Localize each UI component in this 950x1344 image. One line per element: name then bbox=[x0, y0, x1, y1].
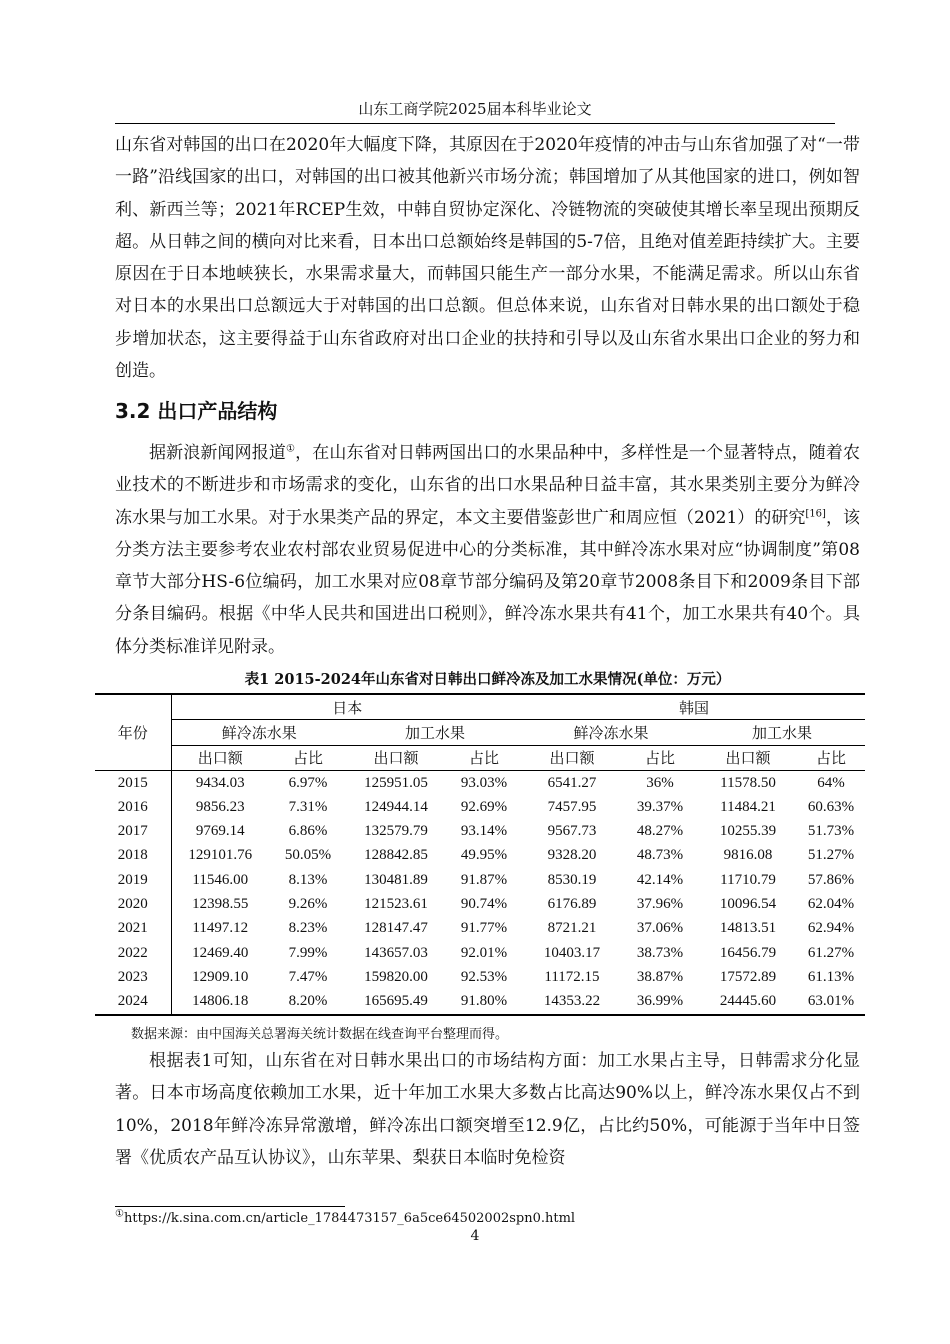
table-cell: 11172.15 bbox=[544, 968, 600, 985]
table-row bbox=[95, 868, 865, 892]
year-cell: 2015 bbox=[117, 774, 148, 791]
table-cell: 57.86% bbox=[807, 871, 855, 888]
table-row bbox=[95, 941, 865, 965]
table-cell: 64% bbox=[817, 774, 845, 791]
table-body bbox=[95, 770, 865, 1014]
table-cell: 49.95% bbox=[460, 847, 508, 864]
year-cell: 2018 bbox=[117, 847, 148, 864]
table-cell: 11484.21 bbox=[720, 798, 776, 815]
table-cell: 38.87% bbox=[636, 968, 684, 985]
table-cell: 6176.89 bbox=[547, 896, 597, 913]
table-cell: 124944.14 bbox=[364, 798, 428, 815]
table-caption: 表1 2015-2024年山东省对日韩出口鲜冷冻及加工水果情况(单位：万元） bbox=[244, 671, 731, 688]
table-row bbox=[95, 892, 865, 916]
page-number: 4 bbox=[470, 1228, 480, 1244]
table-cell: 9.26% bbox=[288, 896, 328, 913]
section-title: 3.2 出口产品结构 bbox=[115, 399, 278, 423]
table-cell: 128842.85 bbox=[364, 847, 428, 864]
table-cell: 7.47% bbox=[288, 968, 328, 985]
table-cell: 36% bbox=[646, 774, 674, 791]
table-cell: 12398.55 bbox=[171, 892, 269, 916]
japan-fresh-header: 鲜冷冻水果 bbox=[171, 720, 347, 745]
table-cell: 17572.89 bbox=[719, 968, 777, 985]
table-cell: 6.86% bbox=[288, 823, 328, 840]
table-cell: 11497.12 bbox=[171, 917, 269, 941]
year-cell: 2020 bbox=[117, 896, 148, 913]
table-cell: 10403.17 bbox=[543, 944, 601, 961]
table-row bbox=[95, 819, 865, 843]
table-row bbox=[95, 990, 865, 1015]
paragraph-2-text-c: ，该分类方法主要参考农业农村部农业贸易促进中心的分类标准，其中鲜冷冻水果对应“协调制度”第08章节大部分HS-6位编码，加工水果对应08章节部分编码及第20章节2008条目下和2009条目下部分条目编码。根据《中华人民共和国进出口税则》，鲜冷冻水果共有41个，加工水果共有40个。具体分类标准详见附录。 bbox=[115, 507, 861, 657]
table-cell: 51.27% bbox=[807, 847, 855, 864]
table-cell: 37.96% bbox=[636, 896, 684, 913]
table-cell: 132579.79 bbox=[364, 823, 428, 840]
table-cell: 7457.95 bbox=[547, 798, 597, 815]
table-row bbox=[95, 917, 865, 941]
table-cell: 91.77% bbox=[460, 920, 508, 937]
amount-header: 出口额 bbox=[699, 745, 797, 770]
table-cell: 61.13% bbox=[807, 968, 855, 985]
paragraph-2 bbox=[115, 437, 860, 663]
table-cell: 92.01% bbox=[460, 944, 508, 961]
table-cell: 6.97% bbox=[288, 774, 328, 791]
table-cell: 51.73% bbox=[807, 823, 855, 840]
table-cell: 48.27% bbox=[636, 823, 684, 840]
table-cell: 9856.23 bbox=[171, 795, 269, 819]
table-cell: 36.99% bbox=[621, 990, 699, 1015]
table-cell: 9769.14 bbox=[171, 819, 269, 843]
table-cell: 12469.40 bbox=[171, 941, 269, 965]
korea-fresh-header: 鲜冷冻水果 bbox=[523, 720, 699, 745]
share-header: 占比 bbox=[797, 745, 865, 770]
table-cell: 11710.79 bbox=[720, 871, 776, 888]
japan-header: 日本 bbox=[171, 694, 523, 720]
year-cell: 2023 bbox=[117, 968, 148, 985]
year-cell: 2021 bbox=[117, 920, 148, 937]
korea-header: 韩国 bbox=[523, 694, 865, 720]
share-header: 占比 bbox=[445, 745, 523, 770]
table-cell: 14806.18 bbox=[171, 990, 269, 1015]
table-cell: 8721.21 bbox=[547, 920, 597, 937]
table-cell: 8.23% bbox=[288, 920, 328, 937]
table-row bbox=[95, 844, 865, 868]
year-cell: 2024 bbox=[95, 990, 171, 1015]
share-header: 占比 bbox=[621, 745, 699, 770]
table-cell: 61.27% bbox=[807, 944, 855, 961]
paragraph-2-text-a: 据新浪新闻网报道 bbox=[149, 443, 286, 463]
table-cell: 159820.00 bbox=[364, 968, 428, 985]
table-cell: 121523.61 bbox=[364, 896, 428, 913]
paragraph-2-text-b: ，在山东省对日韩两国出口的水果品种中，多样性是一个显著特点，随着农业技术的不断进步和市场需求的变化，山东省的出口水果品种日益丰富，其水果类别主要分为鲜冷冻水果与加工水果。对于水果类产品的界定，本文主要借鉴彭世广和周应恒（2021）的研究 bbox=[115, 443, 861, 528]
table-cell: 91.80% bbox=[445, 990, 523, 1015]
table-cell: 93.03% bbox=[460, 774, 508, 791]
table-cell: 11546.00 bbox=[171, 868, 269, 892]
table-cell: 60.63% bbox=[807, 798, 855, 815]
table-cell: 6541.27 bbox=[547, 774, 597, 791]
table-cell: 14353.22 bbox=[523, 990, 621, 1015]
table-row bbox=[95, 770, 865, 795]
table-cell: 143657.03 bbox=[364, 944, 428, 961]
table-cell: 48.73% bbox=[636, 847, 684, 864]
korea-processed-header: 加工水果 bbox=[699, 720, 865, 745]
table-cell: 8530.19 bbox=[547, 871, 597, 888]
table-cell: 10255.39 bbox=[719, 823, 777, 840]
table-cell: 50.05% bbox=[284, 847, 332, 864]
table-cell: 93.14% bbox=[460, 823, 508, 840]
table-cell: 37.06% bbox=[636, 920, 684, 937]
table-cell: 8.20% bbox=[269, 990, 347, 1015]
page-header: 山东工商学院2025届本科毕业论文 bbox=[358, 100, 592, 118]
amount-header: 出口额 bbox=[523, 745, 621, 770]
table-cell: 63.01% bbox=[797, 990, 865, 1015]
table-cell: 16456.79 bbox=[719, 944, 777, 961]
table-cell: 129101.76 bbox=[171, 844, 269, 868]
amount-header: 出口额 bbox=[347, 745, 445, 770]
share-header: 占比 bbox=[269, 745, 347, 770]
table-cell: 9434.03 bbox=[171, 770, 269, 795]
table-cell: 14813.51 bbox=[719, 920, 777, 937]
table-cell: 24445.60 bbox=[699, 990, 797, 1015]
table-cell: 125951.05 bbox=[364, 774, 428, 791]
year-header: 年份 bbox=[95, 694, 171, 770]
paragraph-3: 根据表1可知，山东省在对日韩水果出口的市场结构方面：加工水果占主导，日韩需求分化显著。日本市场高度依赖加工水果，近十年加工水果大多数占比高达90%以上，鲜冷冻水果仅占不到10%，2018年鲜冷冻异常激增，鲜冷冻出口额突增至12.9亿，占比约50%，可能源于当年中日签署《优质农产品互认协议》，山东苹果、梨获日本临时免检资 bbox=[115, 1051, 860, 1168]
footnote-mark: ① bbox=[115, 1208, 124, 1220]
table-cell: 7.99% bbox=[288, 944, 328, 961]
table-cell: 38.73% bbox=[636, 944, 684, 961]
table-row bbox=[95, 965, 865, 989]
footnote-ref[interactable]: ① bbox=[285, 443, 296, 455]
table-cell: 42.14% bbox=[636, 871, 684, 888]
table-cell: 7.31% bbox=[288, 798, 328, 815]
fruit-export-table bbox=[95, 693, 865, 1016]
citation-ref[interactable]: [16] bbox=[805, 507, 826, 519]
table-cell: 165695.49 bbox=[347, 990, 445, 1015]
table-cell: 130481.89 bbox=[364, 871, 428, 888]
table-cell: 10096.54 bbox=[719, 896, 777, 913]
paragraph-1: 山东省对韩国的出口在2020年大幅度下降，其原因在于2020年疫情的冲击与山东省加强了对“一带一路”沿线国家的出口，对韩国的出口被其他新兴市场分流；韩国增加了从其他国家的进口，例如智利、新西兰等；2021年RCEP生效，中韩自贸协定深化、冷链物流的突破使其增长率呈现出预期反超。从日韩之间的横向对比来看，日本出口总额始终是韩国的5-7倍，且绝对值差距持续扩大。主要原因在于日本地峡狭长，水果需求量大，而韩国只能生产一部分水果，不能满足需求。所以山东省对日本的水果出口总额远大于对韩国的出口总额。但总体来说，山东省对日韩水果的出口额处于稳步增加状态，这主要得益于山东省政府对出口企业的扶持和引导以及山东省水果出口企业的努力和创造。 bbox=[115, 135, 860, 382]
table-cell: 92.69% bbox=[460, 798, 508, 815]
year-cell: 2016 bbox=[117, 798, 148, 815]
table-cell: 62.04% bbox=[807, 896, 855, 913]
year-cell: 2017 bbox=[117, 823, 148, 840]
table-cell: 12909.10 bbox=[171, 965, 269, 989]
year-cell: 2019 bbox=[117, 871, 148, 888]
table-cell: 8.13% bbox=[288, 871, 328, 888]
amount-header: 出口额 bbox=[171, 745, 269, 770]
table-cell: 128147.47 bbox=[364, 920, 428, 937]
table-cell: 9328.20 bbox=[547, 847, 597, 864]
table-cell: 62.94% bbox=[807, 920, 855, 937]
table-source-note: 数据来源：由中国海关总署海关统计数据在线查询平台整理而得。 bbox=[131, 1027, 509, 1042]
table-cell: 39.37% bbox=[636, 798, 684, 815]
footnote-rule bbox=[115, 1206, 345, 1207]
table-cell: 11578.50 bbox=[720, 774, 776, 791]
year-cell: 2022 bbox=[117, 944, 148, 961]
table-cell: 91.87% bbox=[460, 871, 508, 888]
japan-processed-header: 加工水果 bbox=[347, 720, 523, 745]
header-rule bbox=[115, 123, 835, 124]
table-cell: 9816.08 bbox=[723, 847, 773, 864]
table-cell: 90.74% bbox=[460, 896, 508, 913]
footnote bbox=[115, 1208, 576, 1226]
table-cell: 92.53% bbox=[460, 968, 508, 985]
table-cell: 9567.73 bbox=[547, 823, 597, 840]
footnote-link[interactable]: https://k.sina.com.cn/article_1784473157_6a5ce64502002spn0.html bbox=[123, 1211, 576, 1226]
table-row bbox=[95, 795, 865, 819]
